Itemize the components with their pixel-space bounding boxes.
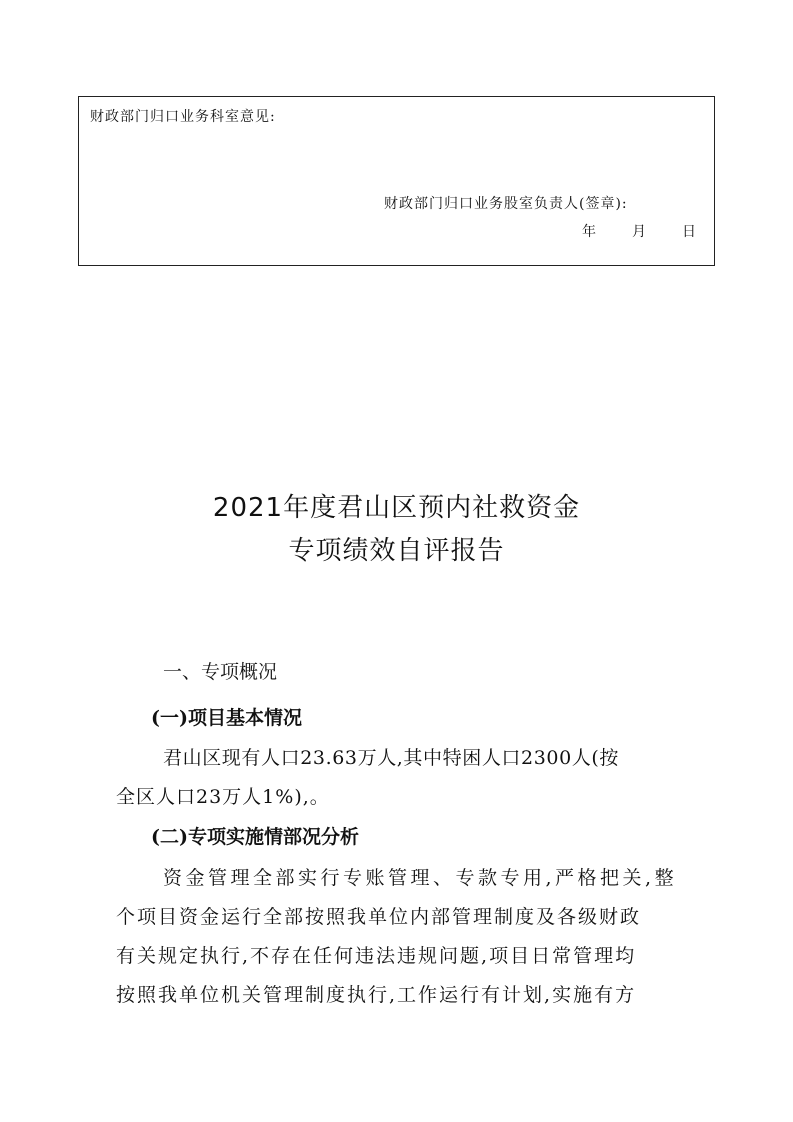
paragraph-line: 按照我单位机关管理制度执行,工作运行有计划,实施有方 <box>116 984 637 1006</box>
date-day: 日 <box>682 224 696 240</box>
paragraph-line: 资金管理全部实行专账管理、专款专用,严格把关,整 <box>163 867 678 889</box>
date-line <box>582 221 696 241</box>
subsection-heading-basic: (一)项目基本情况 <box>151 707 302 729</box>
report-title-line2: 专项绩效自评报告 <box>288 536 505 566</box>
paragraph-line: 有关规定执行,不存在任何违法违规问题,项目日常管理均 <box>116 945 637 967</box>
date-month: 月 <box>632 224 646 240</box>
paragraph-line: 全区人口23万人1%),。 <box>116 786 330 808</box>
report-title-line1: 2021年度君山区预内社救资金 <box>212 493 581 523</box>
section-heading-overview: 一、专项概况 <box>163 661 278 683</box>
opinion-label: 财政部门归口业务科室意见: <box>90 109 276 125</box>
signer-label: 财政部门归口业务股室负责人(签章): <box>384 196 628 212</box>
subsection-heading-analysis: (二)专项实施情部况分析 <box>151 826 359 848</box>
date-year: 年 <box>582 224 596 240</box>
paragraph-line: 君山区现有人口23.63万人,其中特困人口2300人(按 <box>163 747 619 769</box>
paragraph-line: 个项目资金运行全部按照我单位内部管理制度及各级财政 <box>116 906 642 928</box>
opinion-box <box>78 96 715 266</box>
